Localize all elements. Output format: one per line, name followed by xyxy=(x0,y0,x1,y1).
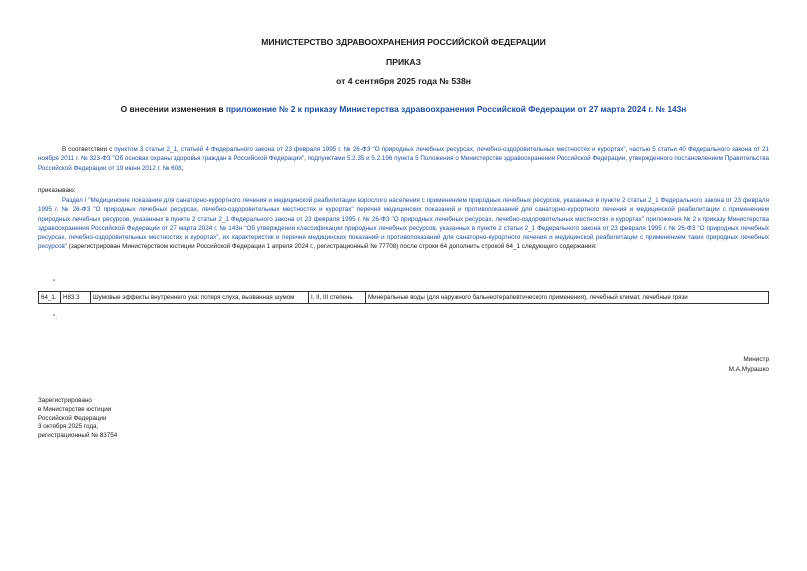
registration-line-4: 3 октября 2025 года, xyxy=(38,423,99,431)
preamble-link-regulation[interactable]: подпунктами 5.2.35 и 5.2.196 пункта 5 Положения о Министерстве здравоохранения Российской Федерации, утвержденного постановлением Правительства Российской Федерации от 19 июня 2012 г. № 608 xyxy=(38,155,769,172)
section-paragraph xyxy=(38,196,769,252)
row-diagnosis: Шумовые эффекты внутреннего уха: потеря слуха, вызванная шумом xyxy=(91,292,309,304)
preamble-text-e: , xyxy=(181,164,184,172)
order-title xyxy=(0,104,807,114)
preamble-text-b: , xyxy=(177,146,181,153)
preamble-text-a: В соответствии с xyxy=(62,146,115,153)
order-title-prefix: О внесении изменения в xyxy=(120,104,226,114)
registration-line-5: регистрационный № 83754 xyxy=(38,432,118,440)
table-row xyxy=(39,292,769,304)
preamble-link-article-2-1[interactable]: пунктом 3 статьи 2_1 xyxy=(114,146,177,153)
signature-position: Министр xyxy=(743,356,769,363)
ministry-heading: МИНИСТЕРСТВО ЗДРАВООХРАНЕНИЯ РОССИЙСКОЙ ФЕДЕРАЦИИ xyxy=(261,37,546,47)
registration-line-3: Российской Федерации xyxy=(38,414,107,422)
registration-line-1: Зарегистрировано xyxy=(38,397,92,404)
preamble-link-article-4[interactable]: статьей 4 Федерального закона от 23 февраля 1995 г. № 26-ФЗ "О природных лечебных ресурсах, лечебно-оздоровительных местностях и курортах" xyxy=(180,146,626,153)
section-link[interactable]: Раздел I "Медицинские показания для санаторно-курортного лечения и медицинской реабилитации взрослого населения с применением природных лечебных ресурсов, указанных в пункте 2 статьи 2_1 Федерального закона от 23 февраля 1995 г. № 26-ФЗ "О природных лечебных ресурсах, лечебно-оздоровительных местностях и курортах" перечня медицинских показаний и противопоказаний для санаторно-курортного лечения и медицинской реабилитации с применением природных лечебных ресурсов, указанных в пункте 2 статьи 2_1 Федерального закона от 23 февраля 1995 г. № 26-ФЗ "О природных лечебных ресурсах, лечебно-оздоровительных местностях и курортах" приложения № 2 к приказу Министерства здравоохранения Российской Федерации от 27 марта 2024 г. № 143н "Об утверждении классификации природных лечебных ресурсов, указанных в пункте 2 статьи 2_1 Федерального закона от 23 февраля 1995 г. № 26-ФЗ "О природных лечебных ресурсах, лечебно-оздоровительных местностях и курортах", их характеристик и перечня медицинских показаний и противопоказаний для санаторно-курортного лечения и медицинской реабилитации с применением таких природных лечебных ресурсов" xyxy=(38,197,769,251)
quote-open: " xyxy=(53,279,56,286)
preamble-paragraph xyxy=(38,145,769,173)
preamble-text-c: , xyxy=(625,146,630,153)
order-title-link[interactable]: приложение № 2 к приказу Министерства здравоохранения Российской Федерации от 27 марта 2024 г. № 143н xyxy=(225,104,687,114)
registration-block xyxy=(38,397,117,441)
signature-name: М.А.Мурашко xyxy=(728,366,769,373)
inserted-row-table xyxy=(38,291,769,304)
quote-close: ". xyxy=(53,314,57,321)
section-text-b: (зарегистрирован Министерством юстиции Российской Федерации 1 апреля 2024 г., регистрационный № 77708) после строки 64 дополнить строкой 64_1 следующего содержания: xyxy=(67,243,597,251)
order-date-number: от 4 сентября 2025 года № 538н xyxy=(336,76,471,86)
preamble-link-article-40[interactable]: частью 5 статьи 40 Федерального закона от 21 ноября 2011 г. № 323-ФЗ "Об основах охраны здоровья граждан в Российской Федерации" xyxy=(38,146,770,163)
row-resources: Минеральные воды (для наружного бальнеотерапевтического применения), лечебный климат, лечебные грязи xyxy=(366,292,769,304)
registration-line-2: в Министерстве юстиции xyxy=(38,405,112,413)
row-stage: I, II, III степень xyxy=(309,292,366,304)
row-number: 64_1. xyxy=(39,292,61,304)
order-word: приказываю: xyxy=(38,187,76,194)
row-code: H83.3 xyxy=(61,292,91,304)
doc-type-heading: ПРИКАЗ xyxy=(386,57,421,67)
preamble-text-d: , xyxy=(304,155,308,163)
